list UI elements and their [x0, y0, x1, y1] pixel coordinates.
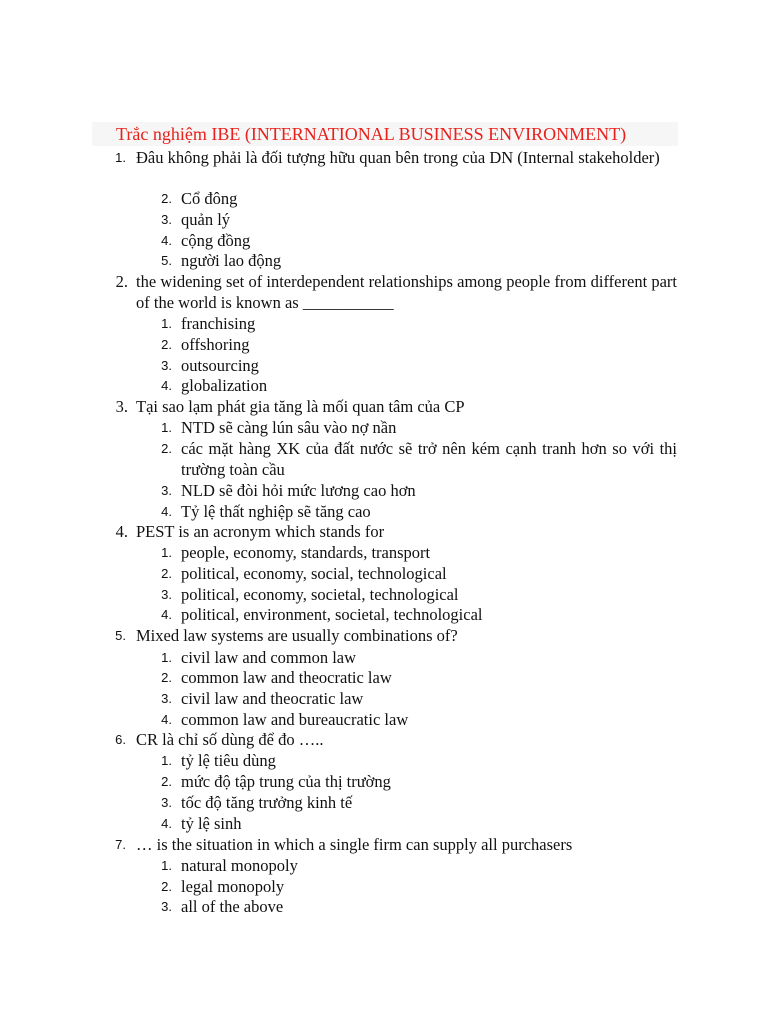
option-text: civil law and theocratic law [181, 689, 364, 708]
option-text: franchising [181, 314, 256, 333]
option-number: 3. [161, 691, 172, 706]
option-text: political, economy, societal, technological [181, 585, 459, 604]
option-text: NLD sẽ đòi hỏi mức lương cao hơn [181, 481, 416, 500]
option-text: natural monopoly [181, 856, 298, 875]
question-text: CR là chỉ số dùng để đo ….. [136, 730, 324, 749]
question-number: 4. [115, 522, 128, 541]
question-text: the widening set of interdependent relationships among people from different part of the world is known as ___________ [136, 272, 677, 312]
option-text: political, environment, societal, technological [181, 605, 483, 624]
option-text: cộng đồng [181, 231, 251, 250]
question-text: Tại sao lạm phát gia tăng là mối quan tâm của CP [136, 397, 465, 416]
option-text: người lao động [181, 251, 282, 270]
option-number: 4. [161, 378, 172, 393]
option-number: 2. [161, 566, 172, 581]
option-text: tốc độ tăng trưởng kinh tế [181, 793, 353, 812]
option-number: 1. [161, 316, 172, 331]
option-number: 1. [161, 753, 172, 768]
option-text: quản lý [181, 210, 231, 229]
option-number: 3. [161, 587, 172, 602]
option-text: common law and bureaucratic law [181, 710, 409, 729]
question-number: 1. [115, 150, 126, 165]
option-text: các mặt hàng XK của đất nước sẽ trở nên kém cạnh tranh hơn so với thị trường toàn cầu [181, 439, 677, 479]
question-number: 6. [115, 732, 126, 747]
option-number: 2. [161, 774, 172, 789]
option-text: civil law and common law [181, 648, 357, 667]
document-title: Trắc nghiệm IBE (INTERNATIONAL BUSINESS ENVIRONMENT) [92, 122, 678, 146]
option-text: outsourcing [181, 356, 259, 375]
option-text: people, economy, standards, transport [181, 543, 431, 562]
option-number: 3. [161, 795, 172, 810]
option-text: legal monopoly [181, 877, 285, 896]
option-number: 2. [161, 337, 172, 352]
option-number: 3. [161, 212, 172, 227]
option-number: 3. [161, 483, 172, 498]
option-number: 1. [161, 545, 172, 560]
option-number: 4. [161, 504, 172, 519]
question-text: PEST is an acronym which stands for [136, 522, 385, 541]
option-number: 3. [161, 899, 172, 914]
option-text: mức độ tập trung của thị trường [181, 772, 391, 791]
question-number: 5. [115, 628, 126, 643]
option-text: tỷ lệ tiêu dùng [181, 751, 276, 770]
option-text: common law and theocratic law [181, 668, 392, 687]
option-number: 4. [161, 607, 172, 622]
option-number: 4. [161, 712, 172, 727]
question-number: 7. [115, 837, 126, 852]
question-text: … is the situation in which a single firm can supply all purchasers [136, 835, 573, 854]
option-text: Tỷ lệ thất nghiệp sẽ tăng cao [181, 502, 371, 521]
option-number: 2. [161, 441, 172, 456]
option-number: 1. [161, 420, 172, 435]
option-number: 2. [161, 879, 172, 894]
option-text: NTD sẽ càng lún sâu vào nợ nần [181, 418, 397, 437]
question-text: Mixed law systems are usually combinations of? [136, 626, 458, 645]
option-text: globalization [181, 376, 268, 395]
option-text: all of the above [181, 897, 284, 916]
option-number: 4. [161, 233, 172, 248]
option-number: 1. [161, 858, 172, 873]
option-text: political, economy, social, technological [181, 564, 447, 583]
option-number: 3. [161, 358, 172, 373]
option-text: offshoring [181, 335, 250, 354]
option-number: 1. [161, 650, 172, 665]
question-number: 2. [115, 272, 128, 291]
option-text: tỷ lệ sinh [181, 814, 242, 833]
option-number: 2. [161, 191, 172, 206]
option-number: 5. [161, 253, 172, 268]
option-number: 2. [161, 670, 172, 685]
question-number: 3. [115, 397, 128, 416]
question-text: Đâu không phải là đối tượng hữu quan bên trong của DN (Internal stakeholder) [136, 148, 660, 167]
option-number: 4. [161, 816, 172, 831]
option-text: Cổ đông [181, 189, 238, 208]
